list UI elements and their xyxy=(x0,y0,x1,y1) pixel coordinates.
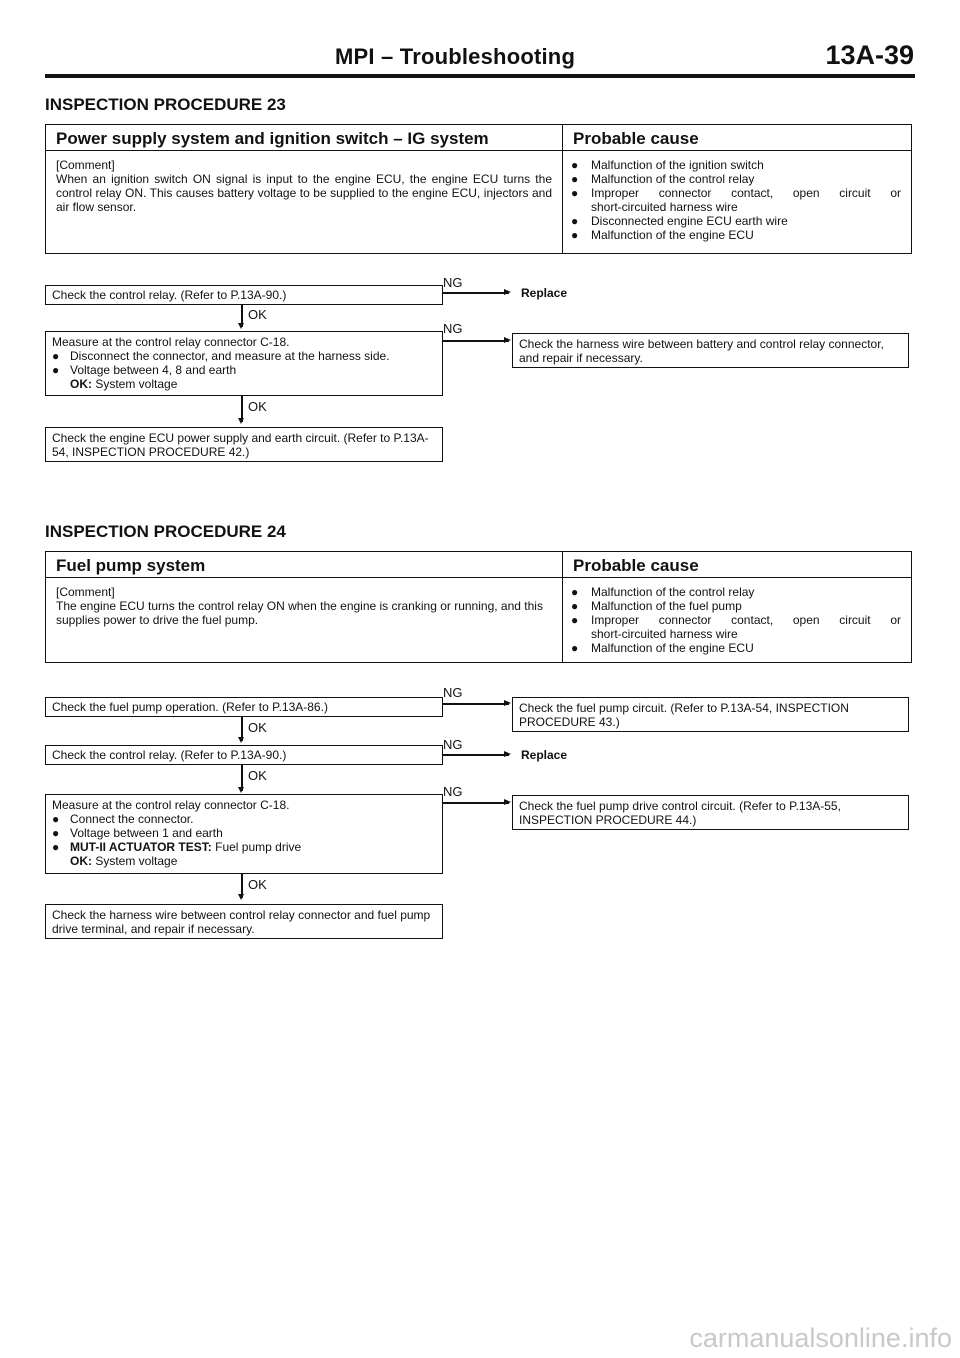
cause-item: ● Malfunction of the engine ECU xyxy=(571,641,754,655)
procedure-24-comment: The engine ECU turns the control relay ON when the engine is cranking or running, and this supplies power to drive the fuel pump. xyxy=(56,599,543,627)
procedure-23-system-heading: Power supply system and ignition switch – IG system xyxy=(46,125,562,151)
ng-label: NG xyxy=(443,321,463,336)
ng-arrow xyxy=(443,340,509,342)
ok-label: OK xyxy=(248,399,267,414)
ng-label: NG xyxy=(443,275,463,290)
page-header-title: MPI – Troubleshooting xyxy=(335,44,576,69)
procedure-24-cause-cell xyxy=(563,552,911,662)
cause-item: ● Malfunction of the engine ECU xyxy=(571,228,754,242)
cause-item-continuation: short-circuited harness wire xyxy=(591,627,738,641)
ok-arrow xyxy=(241,396,243,422)
ok-label: OK xyxy=(248,720,267,735)
ok-arrow xyxy=(241,305,243,327)
ok-label: OK xyxy=(248,768,267,783)
ng-label: NG xyxy=(443,685,463,700)
procedure-24-table xyxy=(45,551,912,663)
ok-arrow xyxy=(241,765,243,791)
ng-label: NG xyxy=(443,737,463,752)
comment-label: [Comment] xyxy=(56,585,115,599)
header-rule xyxy=(45,74,915,78)
page-number: 13A-39 xyxy=(825,40,914,70)
step-measure-control-relay-connector: Measure at the control relay connector C-18. ● Connect the connector. ● Voltage between 1 and earth ● MUT-II ACTUATOR TEST: Fuel pump drive OK: System voltage xyxy=(45,794,443,874)
ok-label: OK xyxy=(248,877,267,892)
step-check-control-relay: Check the control relay. (Refer to P.13A-90.) xyxy=(45,745,443,765)
cause-item: ● Malfunction of the control relay xyxy=(571,585,755,599)
step-check-fuel-pump-circuit: Check the fuel pump circuit. (Refer to P.13A-54, INSPECTION PROCEDURE 43.) xyxy=(512,697,909,732)
ok-arrow xyxy=(241,874,243,898)
ng-arrow xyxy=(443,754,509,756)
step-measure-control-relay-connector: Measure at the control relay connector C-18. ● Disconnect the connector, and measure at the harness side. ● Voltage between 4, 8 and earth OK: System voltage xyxy=(45,331,443,396)
ng-arrow xyxy=(443,292,509,294)
ok-arrow xyxy=(241,717,243,741)
ng-arrow xyxy=(443,703,509,705)
cause-item: ● Improper connector contact, open circuit or xyxy=(571,613,901,627)
step-check-battery-harness: Check the harness wire between battery and control relay connector, and repair if necessary. xyxy=(512,333,909,368)
cause-item: ● Malfunction of the control relay xyxy=(571,172,755,186)
procedure-23-cause-cell xyxy=(563,125,911,253)
step-check-fuel-pump-drive-circuit: Check the fuel pump drive control circuit. (Refer to P.13A-55, INSPECTION PROCEDURE 44.) xyxy=(512,795,909,830)
cause-item: ● Disconnected engine ECU earth wire xyxy=(571,214,788,228)
procedure-23-comment: When an ignition switch ON signal is input to the engine ECU, the engine ECU turns the control relay ON. This causes battery voltage to be supplied to the engine ECU, injectors and air flow sensor. xyxy=(56,172,552,214)
probable-cause-heading: Probable cause xyxy=(563,552,911,578)
ng-arrow xyxy=(443,802,509,804)
comment-label: [Comment] xyxy=(56,158,115,172)
watermark: carmanualsonline.info xyxy=(689,1323,952,1353)
cause-item: ● Malfunction of the ignition switch xyxy=(571,158,764,172)
step-replace: Replace xyxy=(521,286,568,300)
step-replace: Replace xyxy=(521,748,568,762)
cause-item-continuation: short-circuited harness wire xyxy=(591,200,738,214)
step-check-harness-to-fuel-pump: Check the harness wire between control relay connector and fuel pump drive terminal, and repair if necessary. xyxy=(45,904,443,939)
procedure-24-comment-cell xyxy=(46,552,563,662)
ok-label: OK xyxy=(248,307,267,322)
probable-cause-heading: Probable cause xyxy=(563,125,911,151)
step-check-ecu-power-supply: Check the engine ECU power supply and earth circuit. (Refer to P.13A-54, INSPECTION PROCEDURE 42.) xyxy=(45,427,443,462)
procedure-24-system-heading: Fuel pump system xyxy=(46,552,562,578)
procedure-23-table xyxy=(45,124,912,254)
step-check-control-relay: Check the control relay. (Refer to P.13A-90.) xyxy=(45,285,443,305)
cause-item: ● Malfunction of the fuel pump xyxy=(571,599,742,613)
step-check-fuel-pump-operation: Check the fuel pump operation. (Refer to P.13A-86.) xyxy=(45,697,443,717)
procedure-24-title: INSPECTION PROCEDURE 24 xyxy=(45,522,286,541)
ng-label: NG xyxy=(443,784,463,799)
procedure-23-comment-cell xyxy=(46,125,563,253)
cause-item: ● Improper connector contact, open circuit or xyxy=(571,186,901,200)
procedure-23-title: INSPECTION PROCEDURE 23 xyxy=(45,95,286,114)
